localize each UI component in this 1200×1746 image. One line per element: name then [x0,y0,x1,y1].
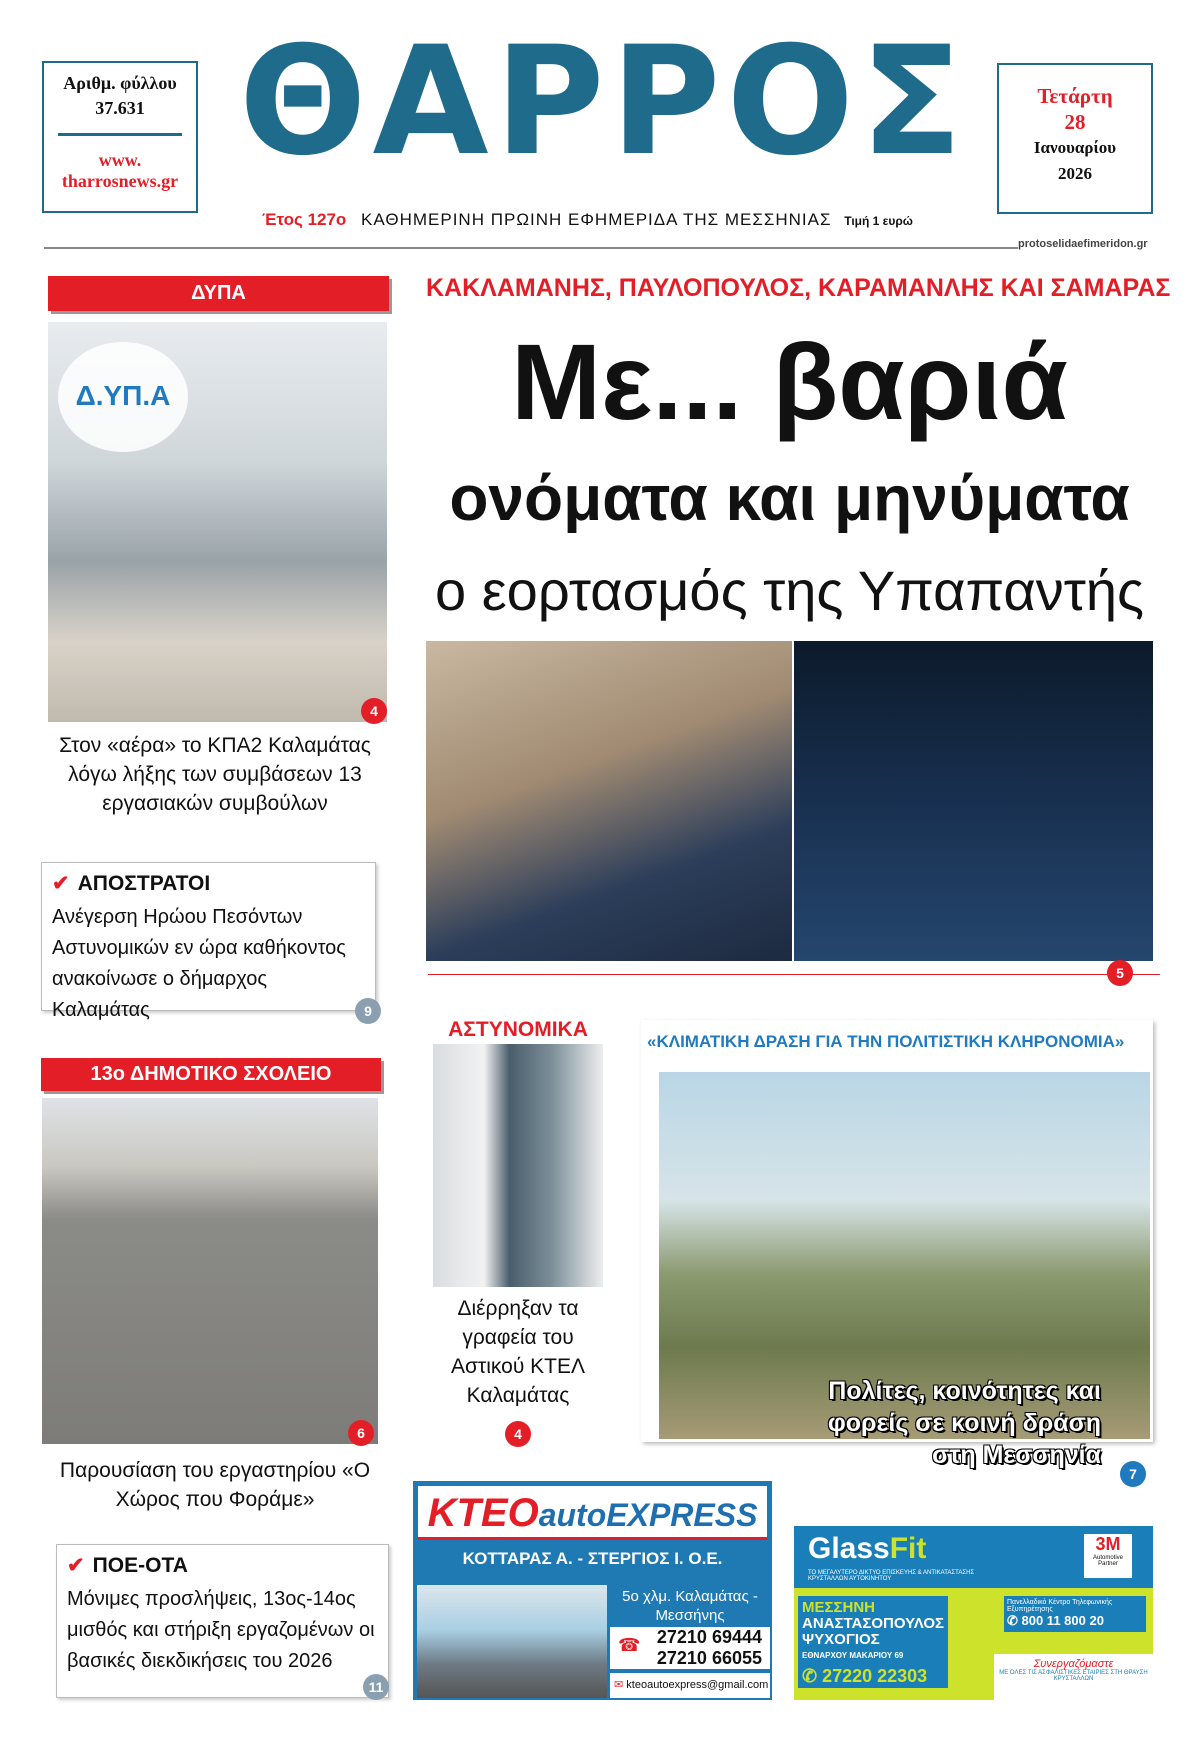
school-caption[interactable]: Παρουσίαση του εργαστηρίου «Ο Χώρος που Φοράμε» [59,1459,371,1511]
kteo-logo: KTEOautoEXPRESS [418,1486,767,1540]
kteo-company: ΚΟΤΤΑΡΑΣ Α. - ΣΤΕΡΓΙΟΣ Ι. Ο.Ε. [462,1549,723,1568]
lead-subhead: ο εορτασμός της Υπαπαντής [435,559,1144,622]
source-watermark: protoselidaefimeridon.gr [1018,238,1148,250]
police-caption[interactable]: Διέρρηξαν τα γραφεία του Αστικού ΚΤΕΛ Καλαμάτας [450,1297,586,1407]
glassfit-dealer: ΜΕΣΣΗΝΗ ΑΝΑΣΤΑΣΟΠΟΥΛΟΣ ΨΥΧΟΓΙΟΣ ΕΘΝΑΡΧΟΥ ΜΑΚΑΡΙΟΥ 69 ✆ 27220 22303 [798,1596,948,1688]
lead-kicker: ΚΑΚΛΑΜΑΝΗΣ, ΠΑΥΛΟΠΟΥΛΟΣ, ΚΑΡΑΜΑΝΛΗΣ ΚΑΙ ΣΑΜΑΡΑΣ [426,274,1171,302]
glassfit-advertisement[interactable] [794,1526,1153,1700]
kteo-phones: ☎ 27210 69444 27210 66055 [610,1627,770,1669]
lead-headline[interactable]: Με... βαριά [511,321,1068,442]
issue-label: Αριθμ. φύλλου [63,73,177,93]
apostratoi-title: ✔ ΑΠΟΣΤΡΑΤΟΙ [52,872,211,895]
glassfit-logo: GlassFit [808,1532,927,1565]
dypa-logo: Δ.ΥΠ.Α [58,342,188,452]
climate-kicker: «ΚΛΙΜΑΤΙΚΗ ΔΡΑΣΗ ΓΙΑ ΤΗΝ ΠΟΛΙΤΙΣΤΙΚΗ ΚΛΗΡΟΝΟΜΙΑ» [647,1032,1147,1052]
glassfit-sub: ΤΟ ΜΕΓΑΛΥΤΕΡΟ ΔΙΚΤΥΟ ΕΠΙΣΚΕΥΗΣ & ΑΝΤΙΚΑΤΑΣΤΑΣΗΣ ΚΡΥΣΤΑΛΛΩΝ ΑΥΤΟΚΙΝΗΤΟΥ [808,1570,975,1582]
check-icon: ✔ [52,872,70,895]
phone-icon: ☎ [618,1635,641,1655]
newspaper-logo: ΘΑΡΡΟΣ [239,15,969,189]
poe-ota-text: Μόνιμες προσλήψεις, 13ος-14ος μισθός και στήριξη εργαζομένων οι βασικές διεκδικήσεις του 2026 [67,1588,375,1672]
apostratoi-box[interactable] [41,862,376,1021]
climate-overlay-text: Πολίτες, κοινότητες και φορείς σε κοινή δράση στη Μεσσηνία [827,1377,1101,1469]
page-badge: 11 [363,1674,389,1700]
tagline-row [262,210,992,230]
dypa-office-photo [48,322,387,722]
page-badge: 5 [1107,960,1133,986]
dypa-caption[interactable]: Στον «αέρα» το ΚΠΑ2 Καλαμάτας λόγω λήξης των συμβάσεων 13 εργασιακών συμβούλων [59,734,371,815]
issue-box [42,61,198,213]
dypa-banner: ΔΥΠΑ [48,276,389,311]
mail-icon: ✉ [614,1679,624,1691]
kteo-advertisement[interactable] [413,1481,772,1700]
school-banner: 13ο ΔΗΜΟΤΙΚΟ ΣΧΟΛΕΙΟ [41,1058,381,1091]
kteo-address: 5ο χλμ. Καλαμάτας - Μεσσήνης [622,1588,758,1624]
issue-number: 37.631 [95,98,145,118]
kteo-email: ✉ kteoautoexpress@gmail.com [610,1673,770,1698]
page-badge: 4 [361,698,387,724]
year-label: Έτος 127ο [262,210,347,229]
check-icon: ✔ [67,1554,85,1577]
date-box [997,63,1153,214]
page-badge: 4 [505,1421,531,1447]
poe-ota-box[interactable] [56,1544,389,1698]
tagline: ΚΑΘΗΜΕΡΙΝΗ ΠΡΩΙΝΗ ΕΦΗΜΕΡΙΔΑ ΤΗΣ ΜΕΣΣΗΝΙΑΣ [361,210,832,229]
date-number: 28 [1064,110,1086,134]
masthead-rule [44,247,1018,249]
police-label: ΑΣΤΥΝΟΜΙΚΑ [448,1018,588,1041]
poe-ota-title: ✔ ΠΟΕ-ΟΤΑ [67,1554,188,1577]
glassfit-coop: Συνεργαζόμαστε ΜΕ ΟΛΕΣ ΤΙΣ ΑΣΦΑΛΙΣΤΙΚΕΣ ΕΤΑΙΡΙΕΣ ΣΤΗ ΘΡΑΥΣΗ ΚΡΥΣΤΑΛΛΩΝ [994,1654,1153,1700]
politicians-photo-right [794,641,1153,961]
school-workshop-photo [42,1098,378,1444]
page-badge: 9 [355,998,381,1024]
day: Τετάρτη [1037,84,1113,108]
broken-window-photo [433,1044,603,1287]
year: 2026 [1058,164,1092,183]
climate-story-box[interactable] [641,1020,1153,1469]
page-badge: 7 [1120,1461,1146,1487]
price: Τιμή 1 ευρώ [844,214,913,228]
politicians-photo-left [426,641,792,961]
lead-rule [428,974,1160,975]
month: Ιανουαρίου [1033,138,1117,157]
site-link[interactable]: tharrosnews.gr [61,171,179,191]
page-badge: 6 [348,1420,374,1446]
apostratoi-text: Ανέγερση Ηρώου Πεσόντων Αστυνομικών εν ώρα καθήκοντος ανακοίνωσε ο δήμαρχος Καλαμάτας [52,906,346,1021]
divider [58,133,182,136]
glassfit-hotline: Πανελλαδικό Κέντρο Τηλεφωνικής Εξυπηρέτησης ✆ 800 11 800 20 [1004,1596,1146,1632]
site-prefix: www. [98,150,142,170]
lead-headline-2[interactable]: ονόματα και μηνύματα [449,462,1130,534]
3m-logo: 3M Automotive Partner [1084,1534,1132,1578]
kteo-station-photo [417,1585,607,1698]
